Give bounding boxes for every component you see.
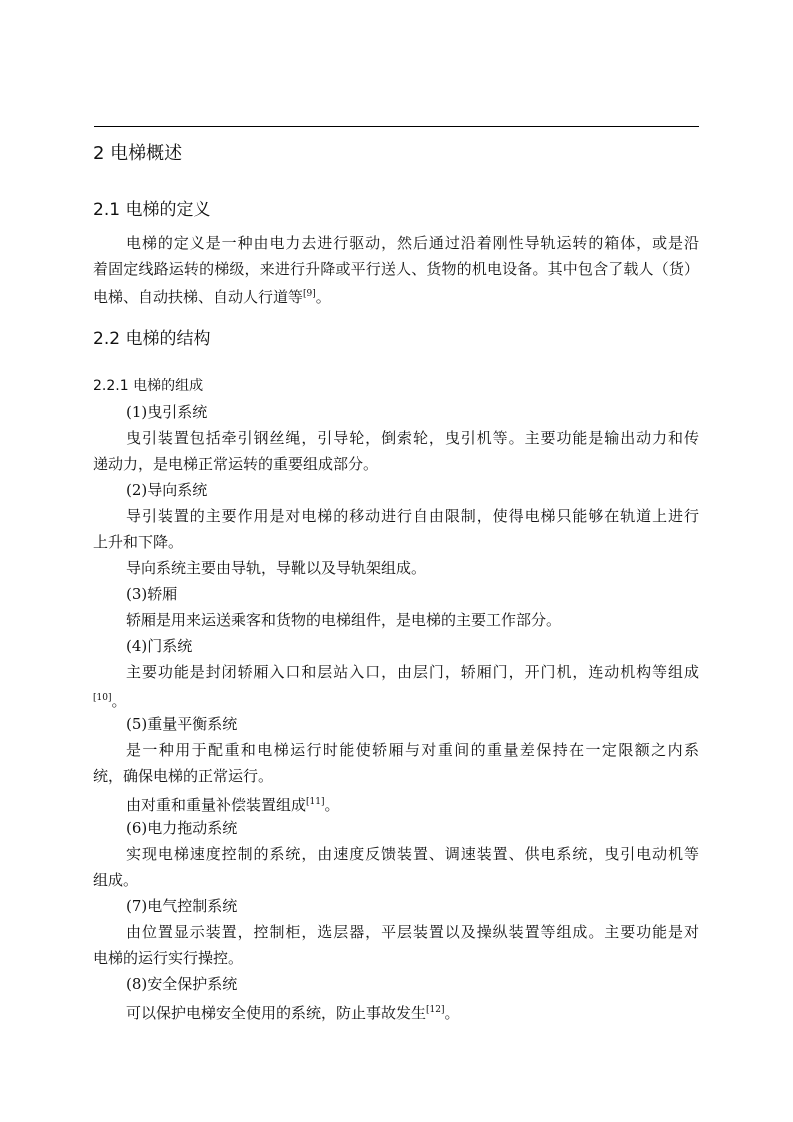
punctuation: 。 bbox=[111, 692, 127, 710]
paragraph-line: 着固定线路运转的梯级，来进行升降或平行送人、货物的机电设备。其中包含了载人（货） bbox=[93, 260, 699, 278]
paragraph-line-with-citation bbox=[126, 792, 699, 815]
paragraph-line: 导向系统主要由导轨，导靴以及导轨架组成。 bbox=[126, 559, 427, 577]
subsection-heading-2-2-1: 2.2.1 电梯的组成 bbox=[93, 378, 204, 394]
paragraph-text: 可以保护电梯安全使用的系统，防止事故发生 bbox=[126, 1004, 427, 1022]
citation-9: [9] bbox=[303, 289, 316, 299]
section-heading-2-1: 2.1 电梯的定义 bbox=[93, 200, 211, 220]
paragraph-line: 递动力，是电梯正常运转的重要组成部分。 bbox=[93, 455, 379, 473]
paragraph-line: 曳引装置包括牵引钢丝绳，引导轮，倒索轮，曳引机等。主要功能是输出动力和传 bbox=[126, 429, 699, 447]
paragraph-line: 是一种用于配重和电梯运行时能使轿厢与对重间的重量差保持在一定限额之内系 bbox=[126, 741, 699, 759]
punctuation: 。 bbox=[444, 1004, 460, 1022]
citation-12: [12] bbox=[426, 1005, 445, 1015]
header-rule bbox=[94, 126, 699, 127]
item-title: (6)电力拖动系统 bbox=[126, 819, 238, 837]
item-title: (7)电气控制系统 bbox=[126, 897, 238, 915]
punctuation: 。 bbox=[315, 288, 331, 306]
item-title: (5)重量平衡系统 bbox=[126, 715, 238, 733]
paragraph-line: 电梯的定义是一种由电力去进行驱动，然后通过沿着刚性导轨运转的箱体，或是沿 bbox=[126, 234, 699, 252]
paragraph-line: 实现电梯速度控制的系统，由速度反馈装置、调速装置、供电系统，曳引电动机等 bbox=[126, 845, 699, 863]
paragraph-line: 统，确保电梯的正常运行。 bbox=[93, 767, 274, 785]
paragraph-line: 轿厢是用来运送乘客和货物的电梯组件，是电梯的主要工作部分。 bbox=[126, 611, 562, 629]
paragraph-line-with-citation bbox=[93, 284, 699, 307]
section-heading-2-2: 2.2 电梯的结构 bbox=[93, 329, 211, 349]
paragraph-line: 主要功能是封闭轿厢入口和层站入口，由层门，轿厢门，开门机，连动机构等组成 bbox=[126, 663, 699, 681]
paragraph-line: 由位置显示装置，控制柜，选层器，平层装置以及操纵装置等组成。主要功能是对 bbox=[126, 923, 699, 941]
citation-10: [10] bbox=[93, 693, 112, 703]
paragraph-text: 电梯、自动扶梯、自动人行道等 bbox=[93, 288, 304, 306]
paragraph-text: 由对重和重量补偿装置组成 bbox=[126, 796, 307, 814]
paragraph-line-with-citation bbox=[93, 688, 699, 711]
paragraph-line-with-citation bbox=[126, 1000, 699, 1023]
citation-11: [11] bbox=[306, 797, 325, 807]
paragraph-line: 组成。 bbox=[93, 871, 139, 889]
item-title: (3)轿厢 bbox=[126, 585, 178, 603]
item-title: (2)导向系统 bbox=[126, 481, 208, 499]
paragraph-line: 上升和下降。 bbox=[93, 533, 184, 551]
item-title: (4)门系统 bbox=[126, 637, 193, 655]
punctuation: 。 bbox=[324, 796, 340, 814]
chapter-heading: 2 电梯概述 bbox=[93, 143, 183, 164]
paragraph-line: 导引装置的主要作用是对电梯的移动进行自由限制，使得电梯只能够在轨道上进行 bbox=[126, 507, 699, 525]
item-title: (1)曳引系统 bbox=[126, 403, 208, 421]
paragraph-line: 电梯的运行实行操控。 bbox=[93, 949, 244, 967]
item-title: (8)安全保护系统 bbox=[126, 975, 238, 993]
